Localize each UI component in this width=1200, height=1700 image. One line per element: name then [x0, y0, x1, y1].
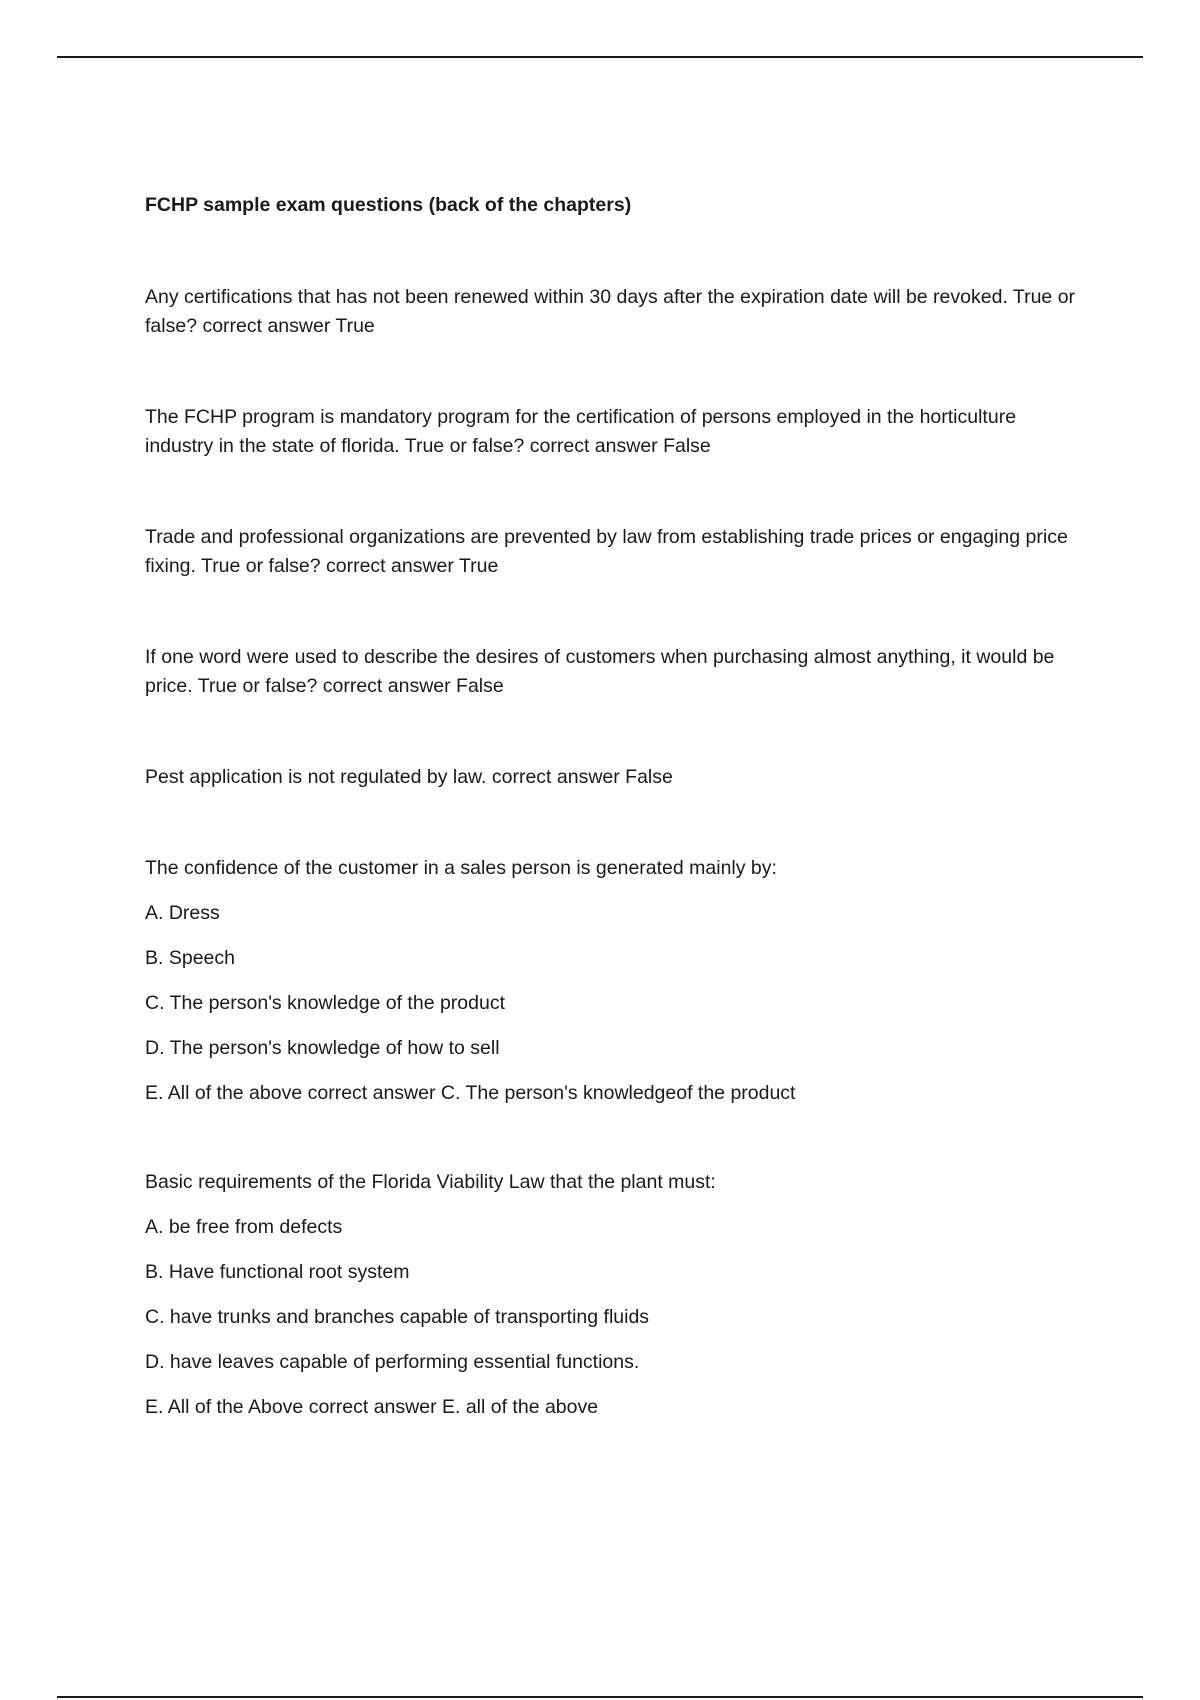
question-4	[145, 643, 1085, 701]
option-a: A. Dress	[145, 902, 220, 924]
footer-rule	[57, 1696, 1143, 1698]
question-text: If one word were used to describe the desires of customers when purchasing almost anything, it would be price. True or false? correct answer False	[145, 646, 1055, 697]
option-b: B. Have functional root system	[145, 1261, 410, 1283]
option-b: B. Speech	[145, 947, 235, 969]
question-text: The FCHP program is mandatory program for the certification of persons employed in the horticulture industry in the state of florida. True or false? correct answer False	[145, 406, 1017, 457]
question-7	[145, 1168, 1085, 1422]
question-6	[145, 854, 1085, 1108]
question-3	[145, 523, 1085, 581]
option-c: C. The person's knowledge of the product	[145, 992, 505, 1014]
question-text: Any certifications that has not been renewed within 30 days after the expiration date will be revoked. True or false? correct answer True	[145, 286, 1076, 337]
document-body	[145, 193, 1085, 1482]
question-text: Pest application is not regulated by law. correct answer False	[145, 766, 673, 788]
option-c: C. have trunks and branches capable of transporting fluids	[145, 1306, 650, 1328]
option-e: E. All of the above correct answer C. The person's knowledgeof the product	[145, 1082, 796, 1104]
question-stem: The confidence of the customer in a sales person is generated mainly by:	[145, 857, 777, 879]
option-d: D. The person's knowledge of how to sell	[145, 1037, 500, 1059]
question-5	[145, 763, 1085, 792]
option-a: A. be free from defects	[145, 1216, 343, 1238]
option-e: E. All of the Above correct answer E. all of the above	[145, 1396, 599, 1418]
question-1	[145, 283, 1085, 341]
document-title: FCHP sample exam questions (back of the chapters)	[145, 194, 632, 216]
question-2	[145, 403, 1085, 461]
option-d: D. have leaves capable of performing essential functions.	[145, 1351, 640, 1373]
header-rule	[57, 56, 1143, 58]
question-text: Trade and professional organizations are prevented by law from establishing trade prices or engaging price fixing. True or false? correct answer True	[145, 526, 1068, 577]
question-stem: Basic requirements of the Florida Viability Law that the plant must:	[145, 1171, 716, 1193]
